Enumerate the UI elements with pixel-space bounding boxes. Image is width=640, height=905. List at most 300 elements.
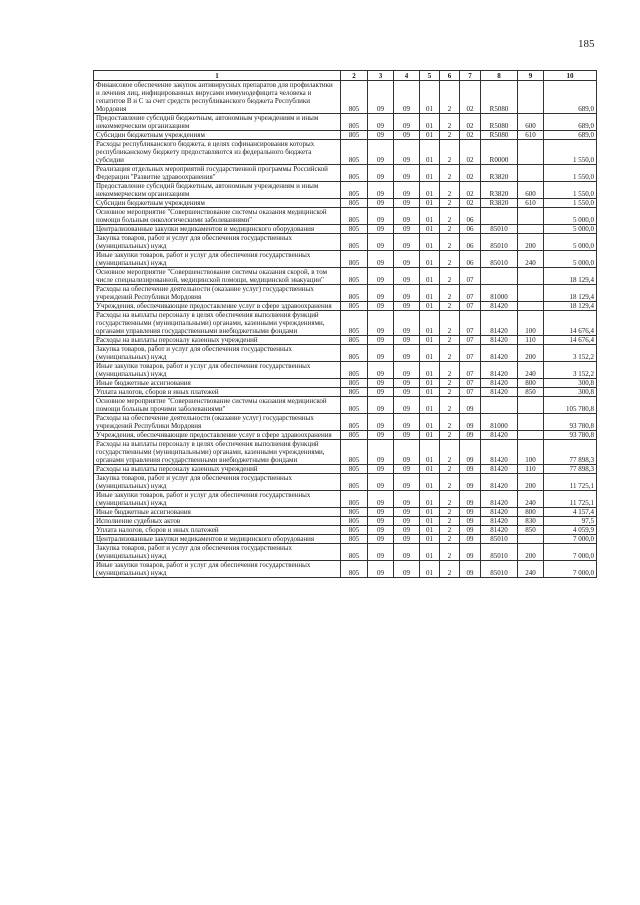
- row-name-cell: Иные закупки товаров, работ и услуг для обеспечения государственных (муниципальных) нужд: [94, 561, 341, 578]
- subprogram-code-cell: 2: [440, 131, 460, 140]
- subsection-code-cell: 09: [394, 379, 420, 388]
- row-name-cell: Учреждения, обеспечивающие предоставление услуг в сфере здравоохранения: [94, 431, 341, 440]
- amount-cell: 7 000,0: [544, 535, 597, 544]
- amount-cell: 4 059,9: [544, 526, 597, 535]
- program-code-cell: 01: [420, 379, 440, 388]
- program-code-cell: 01: [420, 388, 440, 397]
- target-code-cell: [481, 268, 518, 285]
- subsection-code-cell: 09: [394, 465, 420, 474]
- expense-type-cell: 100: [518, 311, 544, 336]
- expense-type-cell: 240: [518, 491, 544, 508]
- subprogram-code-cell: 2: [440, 388, 460, 397]
- amount-cell: 77 898,3: [544, 440, 597, 465]
- subprogram-code-cell: 2: [440, 379, 460, 388]
- amount-cell: 105 780,8: [544, 397, 597, 414]
- table-row: [94, 199, 597, 208]
- table-row: [94, 544, 597, 561]
- amount-cell: 689,0: [544, 81, 597, 114]
- program-code-cell: 01: [420, 234, 440, 251]
- program-code-cell: 01: [420, 302, 440, 311]
- activity-code-cell: 07: [460, 388, 481, 397]
- section-code-cell: 09: [368, 285, 394, 302]
- target-code-cell: [481, 397, 518, 414]
- subsection-code-cell: 09: [394, 251, 420, 268]
- program-code-cell: 01: [420, 465, 440, 474]
- amount-cell: 18 129,4: [544, 302, 597, 311]
- amount-cell: 1 550,0: [544, 140, 597, 165]
- target-code-cell: R3820: [481, 182, 518, 199]
- subsection-code-cell: 09: [394, 362, 420, 379]
- ministry-code-cell: 805: [341, 311, 368, 336]
- subsection-code-cell: 09: [394, 225, 420, 234]
- subprogram-code-cell: 2: [440, 526, 460, 535]
- section-code-cell: 09: [368, 431, 394, 440]
- subsection-code-cell: 09: [394, 491, 420, 508]
- program-code-cell: 01: [420, 508, 440, 517]
- activity-code-cell: 02: [460, 81, 481, 114]
- amount-cell: 18 129,4: [544, 285, 597, 302]
- ministry-code-cell: 805: [341, 345, 368, 362]
- row-name-cell: Закупка товаров, работ и услуг для обеспечения государственных (муниципальных) нужд: [94, 544, 341, 561]
- section-code-cell: 09: [368, 234, 394, 251]
- row-name-cell: Расходы на обеспечение деятельности (оказание услуг) государственных учреждений Республики Мордовия: [94, 285, 341, 302]
- expense-type-cell: [518, 431, 544, 440]
- program-code-cell: 01: [420, 336, 440, 345]
- subprogram-code-cell: 2: [440, 414, 460, 431]
- page-number: 185: [578, 38, 595, 50]
- table-row: [94, 379, 597, 388]
- subprogram-code-cell: 2: [440, 431, 460, 440]
- row-name-cell: Уплата налогов, сборов и иных платежей: [94, 388, 341, 397]
- ministry-code-cell: 805: [341, 81, 368, 114]
- amount-cell: 11 725,1: [544, 474, 597, 491]
- row-name-cell: Закупка товаров, работ и услуг для обеспечения государственных (муниципальных) нужд: [94, 345, 341, 362]
- target-code-cell: 81420: [481, 431, 518, 440]
- table-row: [94, 225, 597, 234]
- amount-cell: 18 129,4: [544, 268, 597, 285]
- activity-code-cell: 07: [460, 379, 481, 388]
- target-code-cell: [481, 208, 518, 225]
- target-code-cell: 81420: [481, 311, 518, 336]
- subprogram-code-cell: 2: [440, 140, 460, 165]
- ministry-code-cell: 805: [341, 465, 368, 474]
- expense-type-cell: [518, 414, 544, 431]
- amount-cell: 93 780,8: [544, 431, 597, 440]
- subsection-code-cell: 09: [394, 268, 420, 285]
- amount-cell: 7 000,0: [544, 544, 597, 561]
- target-code-cell: 85010: [481, 535, 518, 544]
- subsection-code-cell: 09: [394, 517, 420, 526]
- row-name-cell: Исполнение судебных актов: [94, 517, 341, 526]
- table-row: [94, 465, 597, 474]
- row-name-cell: Иные бюджетные ассигнования: [94, 508, 341, 517]
- row-name-cell: Расходы на обеспечение деятельности (оказание услуг) государственных учреждений Республики Мордовия: [94, 414, 341, 431]
- activity-code-cell: 02: [460, 140, 481, 165]
- program-code-cell: 01: [420, 544, 440, 561]
- ministry-code-cell: 805: [341, 544, 368, 561]
- expense-type-cell: 200: [518, 544, 544, 561]
- subprogram-code-cell: 2: [440, 397, 460, 414]
- section-code-cell: 09: [368, 474, 394, 491]
- target-code-cell: R0000: [481, 140, 518, 165]
- activity-code-cell: 07: [460, 268, 481, 285]
- program-code-cell: 01: [420, 81, 440, 114]
- section-code-cell: 09: [368, 544, 394, 561]
- row-name-cell: Иные бюджетные ассигнования: [94, 379, 341, 388]
- expense-type-cell: 850: [518, 388, 544, 397]
- program-code-cell: 01: [420, 165, 440, 182]
- section-code-cell: 09: [368, 336, 394, 345]
- table-row: [94, 268, 597, 285]
- program-code-cell: 01: [420, 208, 440, 225]
- table-row: [94, 517, 597, 526]
- column-header: 8: [481, 71, 518, 81]
- subsection-code-cell: 09: [394, 140, 420, 165]
- subsection-code-cell: 09: [394, 114, 420, 131]
- section-code-cell: 09: [368, 414, 394, 431]
- ministry-code-cell: 805: [341, 208, 368, 225]
- subprogram-code-cell: 2: [440, 465, 460, 474]
- table-row: [94, 140, 597, 165]
- activity-code-cell: 09: [460, 517, 481, 526]
- subprogram-code-cell: 2: [440, 535, 460, 544]
- section-code-cell: 09: [368, 81, 394, 114]
- target-code-cell: 81420: [481, 474, 518, 491]
- row-name-cell: Иные закупки товаров, работ и услуг для обеспечения государственных (муниципальных) нужд: [94, 251, 341, 268]
- row-name-cell: Централизованные закупки медикаментов и медицинского оборудования: [94, 225, 341, 234]
- subprogram-code-cell: 2: [440, 544, 460, 561]
- section-code-cell: 09: [368, 345, 394, 362]
- section-code-cell: 09: [368, 268, 394, 285]
- subsection-code-cell: 09: [394, 535, 420, 544]
- program-code-cell: 01: [420, 561, 440, 578]
- subprogram-code-cell: 2: [440, 165, 460, 182]
- ministry-code-cell: 805: [341, 397, 368, 414]
- subprogram-code-cell: 2: [440, 474, 460, 491]
- subprogram-code-cell: 2: [440, 234, 460, 251]
- subprogram-code-cell: 2: [440, 440, 460, 465]
- program-code-cell: 01: [420, 311, 440, 336]
- subprogram-code-cell: 2: [440, 199, 460, 208]
- target-code-cell: R3820: [481, 165, 518, 182]
- expense-type-cell: 600: [518, 182, 544, 199]
- expense-type-cell: 200: [518, 234, 544, 251]
- section-code-cell: 09: [368, 251, 394, 268]
- amount-cell: 4 157,4: [544, 508, 597, 517]
- activity-code-cell: 02: [460, 114, 481, 131]
- subsection-code-cell: 09: [394, 182, 420, 199]
- table-row: [94, 165, 597, 182]
- row-name-cell: Расходы на выплаты персоналу казенных учреждений: [94, 336, 341, 345]
- target-code-cell: R5080: [481, 114, 518, 131]
- target-code-cell: 81420: [481, 379, 518, 388]
- program-code-cell: 01: [420, 345, 440, 362]
- ministry-code-cell: 805: [341, 440, 368, 465]
- section-code-cell: 09: [368, 182, 394, 199]
- ministry-code-cell: 805: [341, 414, 368, 431]
- activity-code-cell: 09: [460, 397, 481, 414]
- ministry-code-cell: 805: [341, 268, 368, 285]
- section-code-cell: 09: [368, 535, 394, 544]
- program-code-cell: 01: [420, 474, 440, 491]
- activity-code-cell: 09: [460, 508, 481, 517]
- target-code-cell: 85010: [481, 225, 518, 234]
- program-code-cell: 01: [420, 431, 440, 440]
- program-code-cell: 01: [420, 362, 440, 379]
- target-code-cell: 85010: [481, 234, 518, 251]
- section-code-cell: 09: [368, 397, 394, 414]
- ministry-code-cell: 805: [341, 251, 368, 268]
- expense-type-cell: 610: [518, 131, 544, 140]
- target-code-cell: R5080: [481, 131, 518, 140]
- table-row: [94, 234, 597, 251]
- subsection-code-cell: 09: [394, 414, 420, 431]
- activity-code-cell: 02: [460, 165, 481, 182]
- row-name-cell: Основное мероприятие "Совершенствование системы оказания медицинской помощи больным онкологическими заболеваниями": [94, 208, 341, 225]
- row-name-cell: Закупка товаров, работ и услуг для обеспечения государственных (муниципальных) нужд: [94, 474, 341, 491]
- table-row: [94, 285, 597, 302]
- target-code-cell: R3820: [481, 199, 518, 208]
- subsection-code-cell: 09: [394, 397, 420, 414]
- program-code-cell: 01: [420, 182, 440, 199]
- section-code-cell: 09: [368, 465, 394, 474]
- amount-cell: 5 000,0: [544, 234, 597, 251]
- table-row: [94, 81, 597, 114]
- ministry-code-cell: 805: [341, 379, 368, 388]
- program-code-cell: 01: [420, 535, 440, 544]
- row-name-cell: Иные закупки товаров, работ и услуг для обеспечения государственных (муниципальных) нужд: [94, 362, 341, 379]
- subsection-code-cell: 09: [394, 526, 420, 535]
- table-row: [94, 345, 597, 362]
- row-name-cell: Расходы на выплаты персоналу в целях обеспечения выполнения функций государственными (муниципальными) органами, казенными учреждениями, органами управления государственными внебюджетными фондами: [94, 311, 341, 336]
- amount-cell: 3 152,2: [544, 362, 597, 379]
- ministry-code-cell: 805: [341, 517, 368, 526]
- ministry-code-cell: 805: [341, 431, 368, 440]
- section-code-cell: 09: [368, 225, 394, 234]
- subsection-code-cell: 09: [394, 336, 420, 345]
- subsection-code-cell: 09: [394, 234, 420, 251]
- target-code-cell: 81420: [481, 388, 518, 397]
- table-row: [94, 431, 597, 440]
- expense-type-cell: 800: [518, 508, 544, 517]
- subprogram-code-cell: 2: [440, 491, 460, 508]
- table-row: [94, 362, 597, 379]
- ministry-code-cell: 805: [341, 225, 368, 234]
- table-row: [94, 440, 597, 465]
- program-code-cell: 01: [420, 440, 440, 465]
- table-header-row: [94, 71, 597, 81]
- row-name-cell: Предоставление субсидий бюджетным, автономным учреждениям и иным некоммерческим организациям: [94, 114, 341, 131]
- row-name-cell: Расходы республиканского бюджета, в целях софинансирования которых республиканскому бюджету предоставляются из федерального бюджета субсидии: [94, 140, 341, 165]
- amount-cell: 97,5: [544, 517, 597, 526]
- table-row: [94, 397, 597, 414]
- section-code-cell: 09: [368, 526, 394, 535]
- activity-code-cell: 09: [460, 535, 481, 544]
- amount-cell: 5 000,0: [544, 251, 597, 268]
- table-row: [94, 535, 597, 544]
- subsection-code-cell: 09: [394, 440, 420, 465]
- expense-type-cell: 240: [518, 251, 544, 268]
- amount-cell: 1 550,0: [544, 182, 597, 199]
- row-name-cell: Основное мероприятие "Совершенствование системы оказания скорой, в том числе специализированной, медицинской помощи, медицинской эвакуации": [94, 268, 341, 285]
- subprogram-code-cell: 2: [440, 508, 460, 517]
- program-code-cell: 01: [420, 285, 440, 302]
- program-code-cell: 01: [420, 268, 440, 285]
- target-code-cell: 81420: [481, 345, 518, 362]
- target-code-cell: 81420: [481, 440, 518, 465]
- section-code-cell: 09: [368, 561, 394, 578]
- subsection-code-cell: 09: [394, 508, 420, 517]
- expense-type-cell: 100: [518, 440, 544, 465]
- target-code-cell: 81420: [481, 336, 518, 345]
- amount-cell: 14 676,4: [544, 311, 597, 336]
- table-row: [94, 526, 597, 535]
- subsection-code-cell: 09: [394, 81, 420, 114]
- table-row: [94, 302, 597, 311]
- table-row: [94, 208, 597, 225]
- activity-code-cell: 09: [460, 474, 481, 491]
- amount-cell: 300,8: [544, 379, 597, 388]
- subprogram-code-cell: 2: [440, 345, 460, 362]
- section-code-cell: 09: [368, 131, 394, 140]
- subsection-code-cell: 09: [394, 208, 420, 225]
- expense-type-cell: [518, 140, 544, 165]
- section-code-cell: 09: [368, 208, 394, 225]
- expense-type-cell: 850: [518, 526, 544, 535]
- column-header: 1: [94, 71, 341, 81]
- section-code-cell: 09: [368, 362, 394, 379]
- expense-type-cell: [518, 268, 544, 285]
- target-code-cell: 81420: [481, 302, 518, 311]
- subprogram-code-cell: 2: [440, 251, 460, 268]
- activity-code-cell: 06: [460, 234, 481, 251]
- expense-type-cell: [518, 285, 544, 302]
- column-header: 6: [440, 71, 460, 81]
- target-code-cell: 81000: [481, 414, 518, 431]
- target-code-cell: 81420: [481, 491, 518, 508]
- subprogram-code-cell: 2: [440, 311, 460, 336]
- section-code-cell: 09: [368, 114, 394, 131]
- ministry-code-cell: 805: [341, 114, 368, 131]
- row-name-cell: Финансовое обеспечение закупок антивирусных препаратов для профилактики и лечения лиц, инфицированных вирусами иммунодефицита человека и гепатитов В и С за счет средств республиканского бюджета Республики Мордовия: [94, 81, 341, 114]
- subsection-code-cell: 09: [394, 561, 420, 578]
- ministry-code-cell: 805: [341, 362, 368, 379]
- target-code-cell: 81420: [481, 508, 518, 517]
- ministry-code-cell: 805: [341, 561, 368, 578]
- program-code-cell: 01: [420, 140, 440, 165]
- activity-code-cell: 06: [460, 225, 481, 234]
- expense-type-cell: 240: [518, 362, 544, 379]
- subsection-code-cell: 09: [394, 345, 420, 362]
- program-code-cell: 01: [420, 199, 440, 208]
- program-code-cell: 01: [420, 114, 440, 131]
- table-row: [94, 414, 597, 431]
- ministry-code-cell: 805: [341, 388, 368, 397]
- activity-code-cell: 02: [460, 199, 481, 208]
- column-header: 3: [368, 71, 394, 81]
- subsection-code-cell: 09: [394, 199, 420, 208]
- section-code-cell: 09: [368, 388, 394, 397]
- activity-code-cell: 09: [460, 526, 481, 535]
- target-code-cell: 81420: [481, 465, 518, 474]
- column-header: 9: [518, 71, 544, 81]
- subsection-code-cell: 09: [394, 474, 420, 491]
- expense-type-cell: [518, 165, 544, 182]
- row-name-cell: Субсидии бюджетным учреждениям: [94, 199, 341, 208]
- row-name-cell: Уплата налогов, сборов и иных платежей: [94, 526, 341, 535]
- amount-cell: 1 550,0: [544, 199, 597, 208]
- ministry-code-cell: 805: [341, 535, 368, 544]
- target-code-cell: 85010: [481, 561, 518, 578]
- ministry-code-cell: 805: [341, 474, 368, 491]
- table-row: [94, 311, 597, 336]
- expense-type-cell: [518, 81, 544, 114]
- activity-code-cell: 07: [460, 302, 481, 311]
- amount-cell: 11 725,1: [544, 491, 597, 508]
- subprogram-code-cell: 2: [440, 561, 460, 578]
- section-code-cell: 09: [368, 379, 394, 388]
- amount-cell: 3 152,2: [544, 345, 597, 362]
- target-code-cell: 81420: [481, 526, 518, 535]
- table-row: [94, 561, 597, 578]
- expense-type-cell: [518, 397, 544, 414]
- subprogram-code-cell: 2: [440, 208, 460, 225]
- row-name-cell: Иные закупки товаров, работ и услуг для обеспечения государственных (муниципальных) нужд: [94, 491, 341, 508]
- column-header: 7: [460, 71, 481, 81]
- expense-type-cell: [518, 535, 544, 544]
- subprogram-code-cell: 2: [440, 517, 460, 526]
- table-row: [94, 474, 597, 491]
- program-code-cell: 01: [420, 526, 440, 535]
- program-code-cell: 01: [420, 414, 440, 431]
- subsection-code-cell: 09: [394, 131, 420, 140]
- expense-type-cell: 200: [518, 345, 544, 362]
- target-code-cell: 81000: [481, 285, 518, 302]
- program-code-cell: 01: [420, 491, 440, 508]
- activity-code-cell: 07: [460, 336, 481, 345]
- ministry-code-cell: 805: [341, 199, 368, 208]
- subsection-code-cell: 09: [394, 388, 420, 397]
- amount-cell: 689,0: [544, 131, 597, 140]
- table-row: [94, 131, 597, 140]
- column-header: 5: [420, 71, 440, 81]
- activity-code-cell: 09: [460, 440, 481, 465]
- target-code-cell: 81420: [481, 517, 518, 526]
- ministry-code-cell: 805: [341, 234, 368, 251]
- section-code-cell: 09: [368, 517, 394, 526]
- expense-type-cell: 200: [518, 474, 544, 491]
- table-row: [94, 388, 597, 397]
- section-code-cell: 09: [368, 302, 394, 311]
- row-name-cell: Закупка товаров, работ и услуг для обеспечения государственных (муниципальных) нужд: [94, 234, 341, 251]
- subprogram-code-cell: 2: [440, 362, 460, 379]
- expense-type-cell: 110: [518, 336, 544, 345]
- activity-code-cell: 07: [460, 362, 481, 379]
- expense-type-cell: [518, 225, 544, 234]
- section-code-cell: 09: [368, 165, 394, 182]
- ministry-code-cell: 805: [341, 140, 368, 165]
- expense-type-cell: 110: [518, 465, 544, 474]
- activity-code-cell: 09: [460, 561, 481, 578]
- ministry-code-cell: 805: [341, 336, 368, 345]
- row-name-cell: Расходы на выплаты персоналу в целях обеспечения выполнения функций государственными (муниципальными) органами, казенными учреждениями, органами управления государственными внебюджетными фондами: [94, 440, 341, 465]
- amount-cell: 93 780,8: [544, 414, 597, 431]
- row-name-cell: Реализация отдельных мероприятий государственной программы Российской Федерации "Развитие здравоохранения": [94, 165, 341, 182]
- row-name-cell: Основное мероприятие "Совершенствование системы оказания медицинской помощи больным прочими заболеваниями": [94, 397, 341, 414]
- section-code-cell: 09: [368, 440, 394, 465]
- expense-type-cell: 800: [518, 379, 544, 388]
- ministry-code-cell: 805: [341, 285, 368, 302]
